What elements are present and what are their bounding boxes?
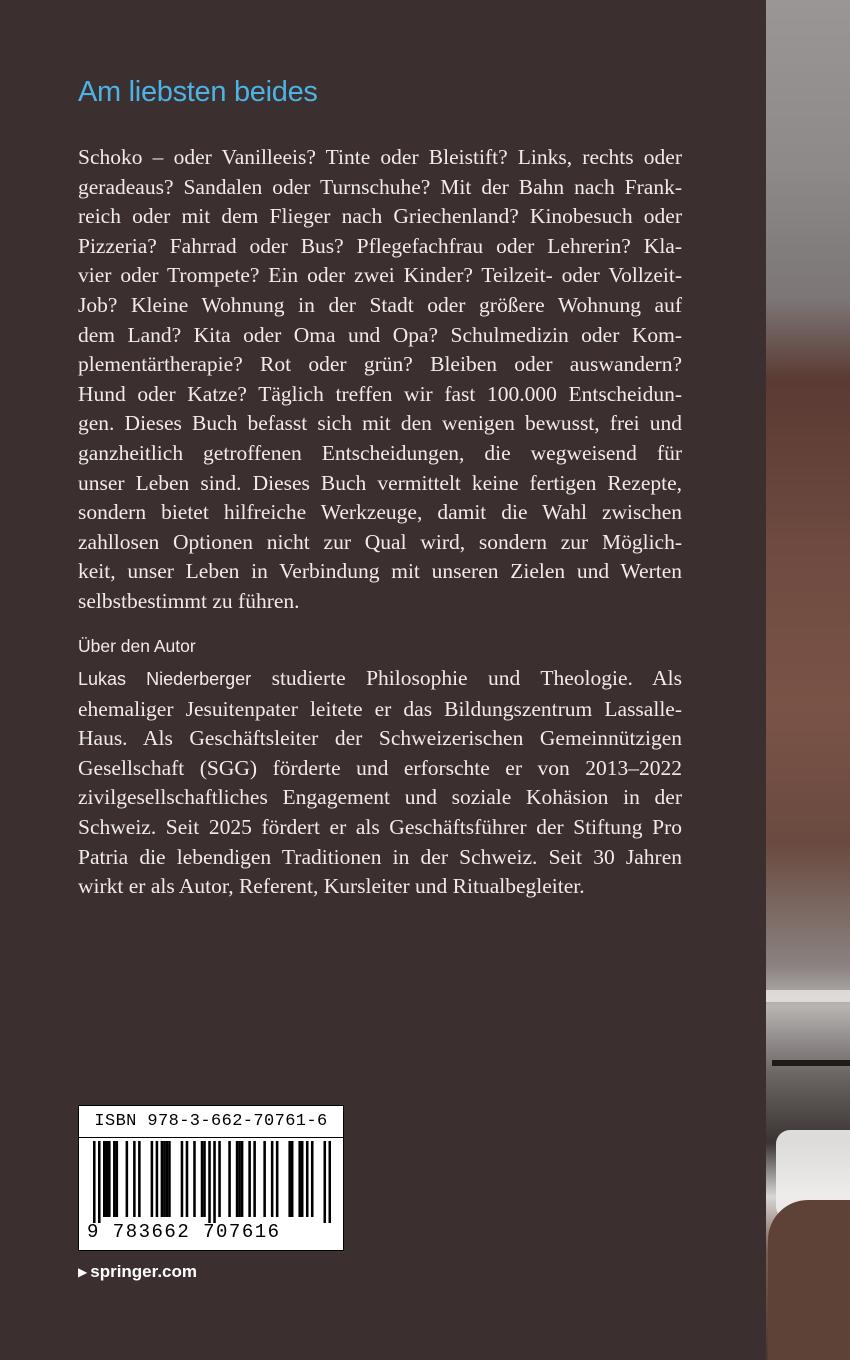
barcode-bar bbox=[203, 1141, 206, 1217]
barcode-bar bbox=[253, 1141, 256, 1217]
blurb-line: ganzheitlich getroffenen Entscheidungen, die wegweisend für bbox=[78, 440, 682, 465]
barcode-bar bbox=[108, 1141, 111, 1217]
about-line: wirkt er als Autor, Referent, Kursleiter und Ritualbegleiter. bbox=[78, 874, 585, 899]
barcode-bar bbox=[113, 1141, 116, 1217]
about-line: Schweiz. Seit 2025 fördert er als Geschäftsführer der Stiftung Pro bbox=[78, 814, 682, 839]
barcode-bar bbox=[271, 1141, 274, 1217]
barcode-bar bbox=[181, 1141, 184, 1217]
barcode-bar bbox=[156, 1141, 159, 1217]
blurb-line: keit, unser Leben in Verbindung mit unseren Zielen und Werten bbox=[78, 559, 682, 584]
cover-photo-strip bbox=[766, 0, 850, 1360]
about-line bbox=[78, 664, 682, 695]
barcode-bar bbox=[151, 1141, 154, 1217]
barcode-bar bbox=[288, 1141, 291, 1217]
barcode-bar bbox=[186, 1141, 189, 1217]
barcode-bar bbox=[263, 1141, 266, 1217]
barcode-bar bbox=[276, 1141, 279, 1217]
blurb-line: gen. Dieses Buch befasst sich mit den wenigen bewusst, frei und bbox=[78, 411, 682, 436]
blurb-line: dem Land? Kita oder Oma und Opa? Schulmedizin oder Kom- bbox=[78, 322, 682, 347]
about-author-text bbox=[78, 664, 682, 902]
blurb-line: Hund oder Katze? Täglich treffen wir fast 100.000 Entscheidun- bbox=[78, 381, 682, 406]
photo-food bbox=[768, 1200, 850, 1360]
barcode-bar bbox=[328, 1141, 331, 1223]
barcode-bar bbox=[133, 1141, 136, 1217]
barcode-bar bbox=[238, 1141, 241, 1217]
blurb-line: sondern bietet hilfreiche Werkzeuge, damit die Wahl zwischen bbox=[78, 500, 682, 525]
isbn-label: ISBN 978-3-662-70761-6 bbox=[94, 1112, 328, 1131]
barcode-bar bbox=[163, 1141, 166, 1217]
book-title: Am liebsten beides bbox=[78, 76, 318, 108]
barcode-bar bbox=[106, 1141, 109, 1217]
barcode-bar bbox=[93, 1141, 96, 1223]
barcode-bar bbox=[138, 1141, 141, 1217]
barcode-bar bbox=[161, 1141, 164, 1217]
barcode-bar bbox=[311, 1141, 314, 1217]
barcode-bar bbox=[213, 1141, 216, 1223]
blurb-line: reich oder mit dem Flieger nach Griechenland? Kinobesuch oder bbox=[78, 204, 682, 229]
about-author-heading: Über den Autor bbox=[78, 636, 196, 656]
isbn-divider bbox=[79, 1137, 343, 1138]
blurb-line: Pizzeria? Fahrrad oder Bus? Pflegefachfrau oder Lehrerin? Kla- bbox=[78, 233, 682, 258]
photo-shadow bbox=[772, 1060, 850, 1066]
blurb-line: geradeaus? Sandalen oder Turnschuhe? Mit der Bahn nach Frank- bbox=[78, 174, 682, 199]
barcode-bar bbox=[301, 1141, 304, 1217]
about-line: zivilgesellschaftliches Engagement und soziale Kohäsion in der bbox=[78, 785, 682, 810]
about-first-line-rest: studierte Philosophie und Theologie. Als bbox=[251, 666, 682, 690]
about-line: Patria die lebendigen Traditionen in der Schweiz. Seit 30 Jahren bbox=[78, 844, 682, 869]
barcode-bar bbox=[98, 1141, 101, 1223]
photo-highlight bbox=[766, 990, 850, 1002]
barcode-bar bbox=[201, 1141, 204, 1217]
blurb-line: Schoko – oder Vanilleeis? Tinte oder Bleistift? Links, rechts oder bbox=[78, 145, 682, 169]
about-line: Gesellschaft (SGG) förderte und erforschte er von 2013–2022 bbox=[78, 755, 682, 780]
author-name: Lukas Niederberger bbox=[78, 669, 252, 689]
barcode-bar bbox=[168, 1141, 171, 1217]
barcode-bar bbox=[236, 1141, 239, 1217]
barcode-bar bbox=[248, 1141, 251, 1217]
isbn-digits: 9 783662 707616 bbox=[87, 1221, 281, 1243]
about-line: Haus. Als Geschäftsleiter der Schweizerischen Gemeinnützigen bbox=[78, 726, 682, 751]
blurb-line: plementärtherapie? Rot oder grün? Bleiben oder auswandern? bbox=[78, 352, 682, 377]
play-arrow-icon: ▶ bbox=[78, 1265, 88, 1279]
barcode-bar bbox=[193, 1141, 196, 1217]
publisher-label: springer.com bbox=[90, 1262, 197, 1281]
blurb-text bbox=[78, 143, 682, 617]
barcode-bar bbox=[323, 1141, 326, 1223]
barcode-bar bbox=[166, 1141, 169, 1217]
barcode-bars bbox=[93, 1141, 331, 1223]
blurb-line: vier oder Trompete? Ein oder zwei Kinder? Teilzeit- oder Vollzeit- bbox=[78, 263, 682, 288]
barcode-bar bbox=[306, 1141, 309, 1217]
barcode-bar bbox=[298, 1141, 301, 1217]
barcode-bar bbox=[241, 1141, 244, 1217]
barcode-bar bbox=[126, 1141, 129, 1217]
publisher-link[interactable] bbox=[78, 1262, 197, 1282]
blurb-line: zahllosen Optionen nicht zur Qual wird, sondern zur Möglich- bbox=[78, 529, 682, 554]
about-line: ehemaliger Jesuitenpater leitete er das Bildungszentrum Lassalle- bbox=[78, 696, 682, 721]
barcode-bar bbox=[103, 1141, 106, 1217]
barcode-bar bbox=[116, 1141, 119, 1217]
barcode-bar bbox=[228, 1141, 231, 1217]
blurb-line: unser Leben sind. Dieses Buch vermittelt keine fertigen Rezepte, bbox=[78, 470, 682, 495]
blurb-line: Job? Kleine Wohnung in der Stadt oder größere Wohnung auf bbox=[78, 292, 682, 317]
blurb-line: selbstbestimmt zu führen. bbox=[78, 588, 300, 613]
barcode-bar bbox=[218, 1141, 221, 1217]
barcode-bar bbox=[291, 1141, 294, 1217]
barcode-bar bbox=[208, 1141, 211, 1223]
isbn-barcode bbox=[78, 1105, 344, 1251]
